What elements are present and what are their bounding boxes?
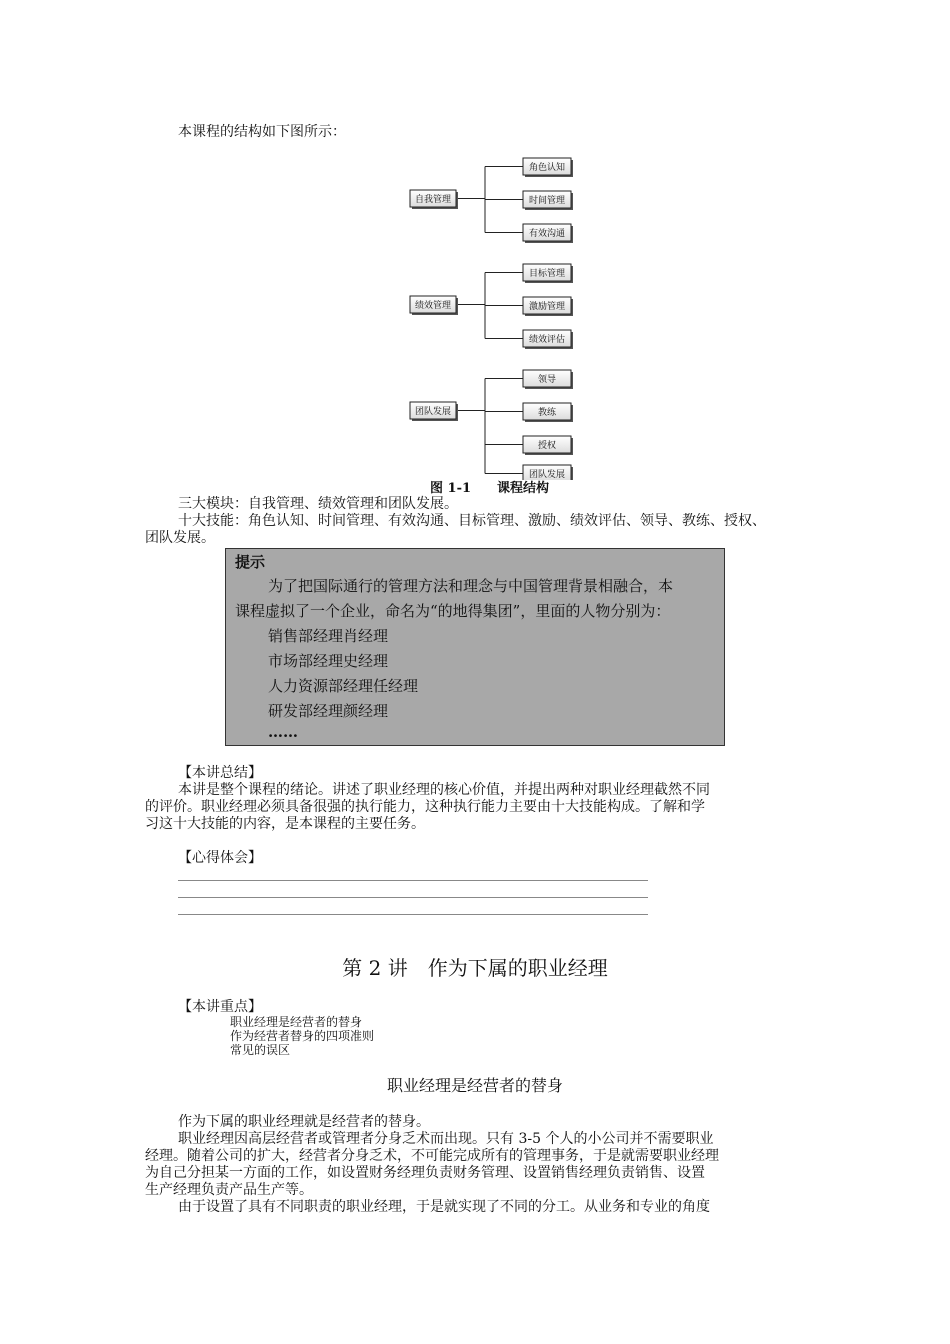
tip-ellipsis: …… [268,723,298,741]
focus-item: 职业经理是经营者的替身 [230,1015,363,1029]
figure-caption: 图 1-1 课程结构 [430,481,550,496]
diagram-child-box-label: 角色认知 [528,163,566,173]
tip-person: 人力资源部经理任经理 [268,677,419,695]
focus-item: 作为经营者替身的四项准则 [230,1029,375,1043]
body-text: 由于设置了具有不同职责的职业经理，于是就实现了不同的分工。从业务和专业的角度 [178,1199,710,1215]
summary-heading: 【本讲总结】 [178,765,262,781]
section-title: 职业经理是经营者的替身 [386,1076,563,1095]
diagram-root-box-label: 绩效管理 [414,301,452,311]
intro-text: 本课程的结构如下图所示： [178,124,346,140]
tip-line: 为了把国际通行的管理方法和理念与中国管理背景相融合，本 [268,577,674,595]
focus-item: 常见的误区 [230,1043,291,1057]
tip-person: 市场部经理史经理 [268,652,389,670]
diagram-child-box-label: 绩效评估 [528,335,566,345]
body-text: 生产经理负责产品生产等。 [145,1182,313,1198]
summary-line: 习这十大技能的内容，是本课程的主要任务。 [145,816,425,832]
summary-line: 本讲是整个课程的绪论。讲述了职业经理的核心价值，并提出两种对职业经理截然不同 [178,782,710,798]
diagram-child-box-label: 领导 [537,375,557,385]
diagram-child-box-label: 激励管理 [528,302,566,312]
diagram-child-box-label: 授权 [537,441,557,451]
diagram-child-box-label: 有效沟通 [528,229,566,239]
body-text: 职业经理因高层经营者或管理者分身乏术而出现。只有 3-5 个人的小公司并不需要职业 [178,1131,714,1147]
tip-title: 提示 [235,553,266,571]
tip-person: 销售部经理肖经理 [268,627,389,645]
tip-box [225,548,725,746]
body-text: 经理。随着公司的扩大，经营者分身乏术，不可能完成所有的管理事务，于是就需要职业经理 [145,1148,719,1164]
diagram-root-box-label: 团队发展 [414,407,452,417]
diagram-child-box-label: 团队发展 [528,470,566,480]
writing-line [178,914,648,915]
body-text: 作为下属的职业经理就是经营者的替身。 [178,1114,430,1130]
body-text: 为自己分担某一方面的工作，如设置财务经理负责财务管理、设置销售经理负责销售、设置 [145,1165,705,1181]
reflection-heading: 【心得体会】 [178,850,262,866]
course-structure-diagram [395,145,595,480]
diagram-child-box-label: 教练 [537,408,557,418]
lecture-title: 第 2 讲 作为下属的职业经理 [342,956,608,980]
skills-line: 十大技能：角色认知、时间管理、有效沟通、目标管理、激励、绩效评估、领导、教练、授权、 [178,513,766,529]
writing-line [178,880,648,881]
modules-line: 三大模块：自我管理、绩效管理和团队发展。 [178,496,458,512]
diagram-child-box-label: 时间管理 [528,196,566,206]
writing-line [178,897,648,898]
focus-heading: 【本讲重点】 [178,999,262,1015]
tip-line: 课程虚拟了一个企业，命名为“的地得集团”，里面的人物分别为： [235,602,671,620]
diagram-root-box-label: 自我管理 [414,195,452,205]
diagram-child-box-label: 目标管理 [528,269,566,279]
skills-line-cont: 团队发展。 [145,530,215,546]
tip-person: 研发部经理颜经理 [268,702,389,720]
summary-line: 的评价。职业经理必须具备很强的执行能力，这种执行能力主要由十大技能构成。了解和学 [145,799,705,815]
